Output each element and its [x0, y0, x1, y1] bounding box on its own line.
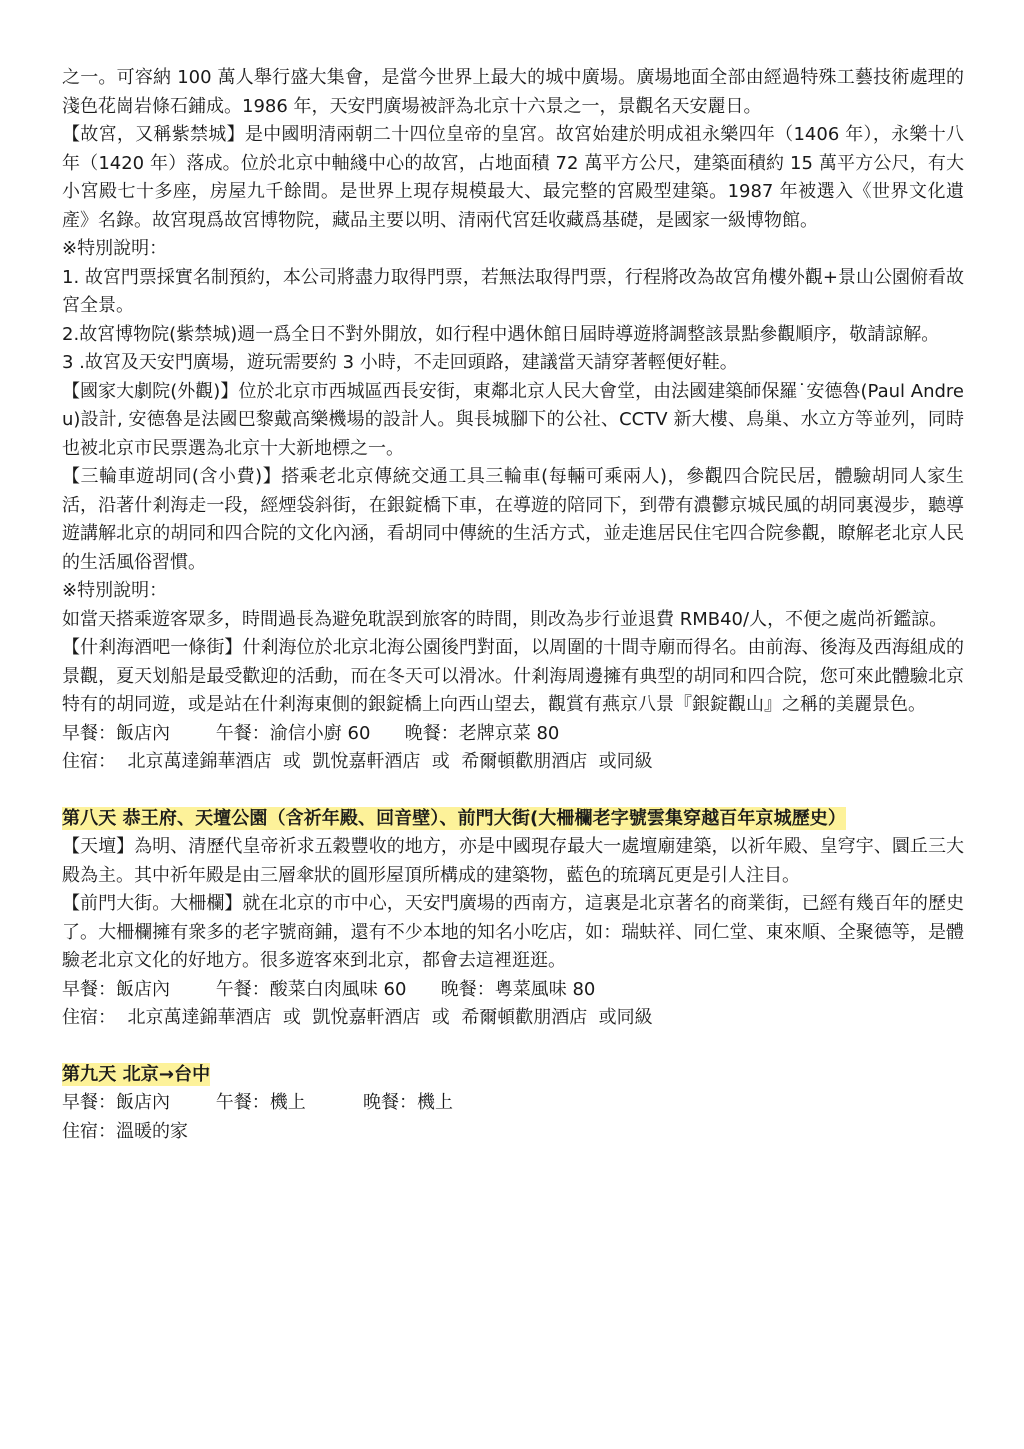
- section-spacer: [62, 1033, 964, 1061]
- special-note-label: ※特別說明：: [62, 238, 168, 259]
- lodging-text: 住宿： 北京萬達錦華酒店 或 凱悅嘉軒酒店 或 希爾頓歡朋酒店 或同級: [62, 751, 653, 772]
- day9-lodging: [62, 1118, 964, 1147]
- special-note-label: ※特別說明：: [62, 580, 168, 601]
- paragraph-temple-of-heaven: 【天壇】為明、清歷代皇帝祈求五穀豐收的地方，亦是中國現存最大一處壇廟建築，以祈年殿、皇穹宇、圜丘三大殿為主。其中祈年殿是由三層傘狀的圓形屋頂所構成的建築物，藍色的琉璃瓦更是引人注目。: [62, 836, 964, 886]
- note-hutong-refund: 如當天搭乘遊客眾多，時間過長為避免耽誤到旅客的時間，則改為步行並退費 RMB40/人，不便之處尚祈鑑諒。: [62, 608, 948, 630]
- note-item-2: 2.故宮博物院(紫禁城)週一爲全日不對外開放，如行程中遇休館日屆時導遊將調整該景點參觀順序，敬請諒解。: [62, 323, 940, 345]
- day9-heading-text: 第九天 北京→台中: [62, 1063, 211, 1085]
- day9-heading: [62, 1061, 964, 1090]
- lodging-text: 住宿：溫暖的家: [62, 1120, 188, 1142]
- day8-heading: [62, 805, 964, 834]
- day8-heading-text: 第八天 恭王府、天壇公園（含祈年殿、回音壁）、前門大街(大柵欄老字號雲集穿越百年京城歷史）: [62, 807, 846, 829]
- paragraph-national-theater: 【國家大劇院(外觀)】位於北京市西城區西長安街，東鄰北京人民大會堂，由法國建築師保羅˙安德魯(Paul Andreu)設計, 安德魯是法國巴黎戴高樂機場的設計人。與長城腳下的公社、CCTV 新大樓、鳥巢、水立方等並列，同時也被北京市民票選為北京十大新地標之一。: [62, 380, 964, 459]
- paragraph-shichahai: 【什剎海酒吧一條街】什剎海位於北京北海公園後門對面，以周圍的十間寺廟而得名。由前海、後海及西海組成的景觀，夏天划船是最受歡迎的活動，而在冬天可以滑冰。什剎海周邊擁有典型的胡同和四合院，您可來此體驗北京特有的胡同遊，或是站在什剎海東側的銀錠橋上向西山望去，觀賞有燕京八景『銀錠觀山』之稱的美麗景色。: [62, 637, 964, 715]
- day7-lodging: [62, 748, 964, 777]
- note-item-3: 3 .故宮及天安門廣場，遊玩需要約 3 小時，不走回頭路，建議當天請穿著輕便好鞋。: [62, 352, 738, 373]
- day8-meals: [62, 976, 964, 1005]
- paragraph-qianmen-dashilan: 【前門大街。大柵欄】就在北京的市中心，天安門廣場的西南方，這裏是北京著名的商業街，已經有幾百年的歷史了。大柵欄擁有衆多的老字號商鋪，還有不少本地的知名小吃店，如：瑞蚨祥、同仁堂、東來順、全聚德等，是體驗老北京文化的好地方。很多遊客來到北京，都會去這裡逛逛。: [62, 893, 964, 971]
- section-spacer: [62, 777, 964, 805]
- note-item-1: 1. 故宮門票採實名制預約，本公司將盡力取得門票，若無法取得門票，行程將改為故宮角樓外觀+景山公園俯看故宮全景。: [62, 266, 964, 316]
- day7-meals: [62, 720, 964, 749]
- lodging-text: 住宿： 北京萬達錦華酒店 或 凱悅嘉軒酒店 或 希爾頓歡朋酒店 或同級: [62, 1007, 653, 1028]
- meals-text: 早餐：飯店內 午餐：機上 晚餐：機上: [62, 1092, 453, 1113]
- itinerary-page: [62, 64, 964, 1146]
- meals-text: 早餐：飯店內 午餐：酸菜白肉風味 60 晚餐：粵菜風味 80: [62, 978, 596, 1000]
- day8-lodging: [62, 1004, 964, 1033]
- paragraph-tiananmen-continued: 之一。可容納 100 萬人舉行盛大集會，是當今世界上最大的城中廣場。廣場地面全部由經過特殊工藝技術處理的淺色花崗岩條石鋪成。1986 年，天安門廣場被評為北京十六景之一，景觀名天安麗日。: [62, 67, 964, 117]
- day9-meals: [62, 1089, 964, 1118]
- paragraph-hutong-tour: 【三輪車遊胡同(含小費)】搭乘老北京傳統交通工具三輪車(每輛可乘兩人)，參觀四合院民居，體驗胡同人家生活，沿著什剎海走一段，經煙袋斜街，在銀錠橋下車，在導遊的陪同下，到帶有濃鬱京城民風的胡同裏漫步，聽導遊講解北京的胡同和四合院的文化內涵，看胡同中傳統的生活方式，並走進居民住宅四合院參觀，瞭解老北京人民的生活風俗習慣。: [62, 466, 964, 573]
- paragraph-forbidden-city: 【故宮，又稱紫禁城】是中國明清兩朝二十四位皇帝的皇宮。故宮始建於明成祖永樂四年（1406 年），永樂十八年（1420 年）落成。位於北京中軸綫中心的故宮，占地面積 72 萬平方公尺，建築面積約 15 萬平方公尺，有大小宮殿七十多座，房屋九千餘間。是世界上現存規模最大、最完整的宮殿型建築。1987 年被選入《世界文化遺產》名錄。故宮現爲故宮博物院，藏品主要以明、清兩代宮廷收藏爲基礎，是國家一級博物館。: [62, 124, 964, 231]
- meals-text: 早餐：飯店內 午餐：渝信小廚 60 晚餐：老牌京菜 80: [62, 722, 560, 744]
